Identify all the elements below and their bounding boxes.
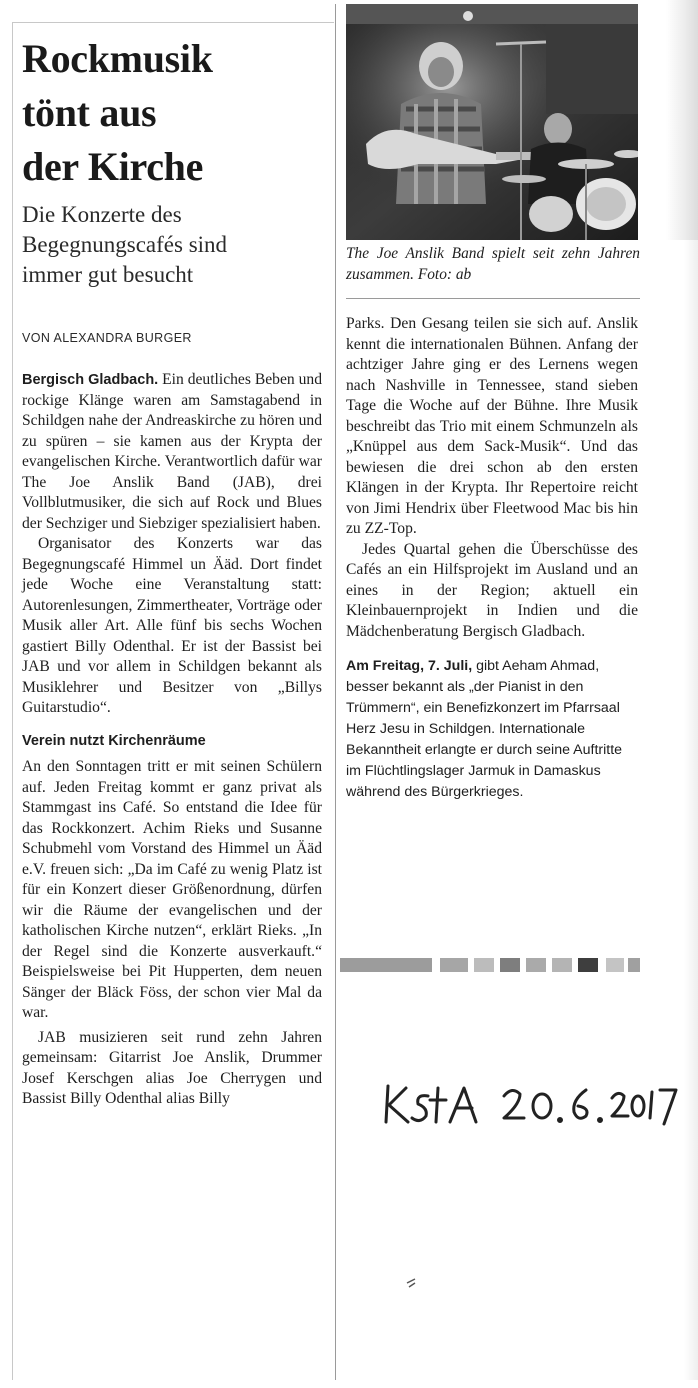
handwritten-note (380, 1078, 680, 1128)
handwritten-note-drawing (380, 1078, 680, 1128)
headline-line-3: der Kirche (22, 144, 204, 189)
decorative-strip-graphic (340, 954, 640, 976)
paragraph-4: JAB musizieren seit rund zehn Jahren gemeinsam: Gitarrist Joe Anslik, Drummer Josef Kerschgen alias Joe Cherrygen und Bassist Billy Odenthal alias Billy (22, 1028, 322, 1107)
paragraph-5: Parks. Den Gesang teilen sie sich auf. Anslik kennt die internationalen Bühnen. Anfang der achtziger Jahre ging er des Lernens wegen nach Nashville in Tennessee, stand sieben Tage die Woche auf der Bühne. Ihre Musik beschreibt das Trio mit einem Schmunzeln als „Knüppel aus dem Sack-Musik“. Und das bewiesen die drei schon ab den ersten Klängen in der Krypta. Ihr Repertoire reicht von Jimi Hendrix über Fleetwood Mac bis hin zu ZZ-Top. (346, 315, 638, 537)
paragraph-6: Jedes Quartal gehen die Überschüsse des Cafés an ein Hilfsprojekt im Ausland und an eines in der Region; aktuell ein Kleinbauernprojekt in Indien und die Mädchenberatung Bergisch Gladbach. (346, 540, 638, 640)
headline-line-2: tönt aus (22, 90, 157, 135)
scan-mark (405, 1276, 417, 1288)
dateline: Bergisch Gladbach. (22, 372, 159, 388)
headline-line-1: Rockmusik (22, 36, 213, 81)
paragraph-1-text: Ein deutliches Beben und rockige Klänge waren am Samstagabend in Schildgen nahe der Andreaskirche zu hören und zu spüren – sie kamen aus der Krypta der evangelischen Kirche. Verantwortlich dafür war The Joe Anslik Band (JAB), drei Vollblutmusiker, die sich auf Rock und Blues der Sechziger und Siebziger spezialisiert haben. (22, 371, 322, 532)
decorative-strip (340, 954, 640, 976)
photo-caption: The Joe Anslik Band spielt seit zehn Jahren zusammen. Foto: ab (346, 245, 640, 283)
section-subtitle: Verein nutzt Kirchenräume (22, 732, 206, 749)
subheadline (22, 200, 332, 290)
article-column-1 (22, 370, 322, 1110)
event-notice-text: gibt Aeham Ahmad, besser bekannt als „der Pianist in den Trümmern“, ein Benefizkonzert im Pfarrsaal Herz Jesu in Schildgen. Internationale Bekanntheit erlangte er durch seine Auftritte im Flüchtlingslager Jarmuk in Damaskus während des Bürgerkrieges. (346, 658, 623, 800)
paragraph-1 (22, 370, 322, 534)
subhead-line-2: Begegnungscafés sind (22, 232, 228, 257)
page-rule-left (12, 22, 13, 1380)
paragraph-3: An den Sonntagen tritt er mit seinen Schülern auf. Jeden Freitag kommt er ganz privat als Stammgast ins Café. So entstand die Idee für das Rockkonzert. Achim Rieks und Susanne Schubmehl vom Vorstand des Himmel un Ääd e.V. freuen sich: „Da im Café zu wenig Platz ist für ein Konzert dieser Größenordnung, dürfen wir die Räume der evangelischen und der katholischen Kirche nutzen“, erklärt Rieks. „In der Regel sind die Konzerte ausverkauft.“ Beispielsweise bei Pit Hupperten, dem neuen Sänger der Bläck Föss, der schon vier Mal da war. (22, 758, 322, 1021)
scan-mark-graphic (405, 1277, 417, 1289)
byline: VON ALEXANDRA BURGER (22, 331, 192, 345)
page-edge-shadow (666, 0, 698, 240)
caption-rule (346, 298, 640, 299)
concert-photo-image (346, 4, 638, 240)
concert-photo (346, 4, 638, 240)
event-notice (346, 656, 638, 803)
subhead-line-3: immer gut besucht (22, 262, 194, 287)
article-column-2 (346, 314, 638, 803)
headline (22, 32, 322, 194)
page-rule-top (12, 22, 334, 23)
event-notice-lead: Am Freitag, 7. Juli, (346, 658, 473, 674)
subhead-line-1: Die Konzerte des (22, 202, 182, 227)
page-edge-shadow-lower (684, 240, 698, 1380)
column-rule-left (335, 4, 336, 1380)
paragraph-2: Organisator des Konzerts war das Begegnungscafé Himmel un Ääd. Dort findet jede Woche eine Veranstaltung statt: Autorenlesungen, Zimmertheater, Vorträge oder Musik aller Art. Alle fünf bis sechs Wochen gastiert Billy Odenthal. Er ist der Bassist bei JAB und vor allem in Schildgen bekannt als Musiklehrer und Besitzer von „Billys Guitarstudio“. (22, 535, 322, 716)
